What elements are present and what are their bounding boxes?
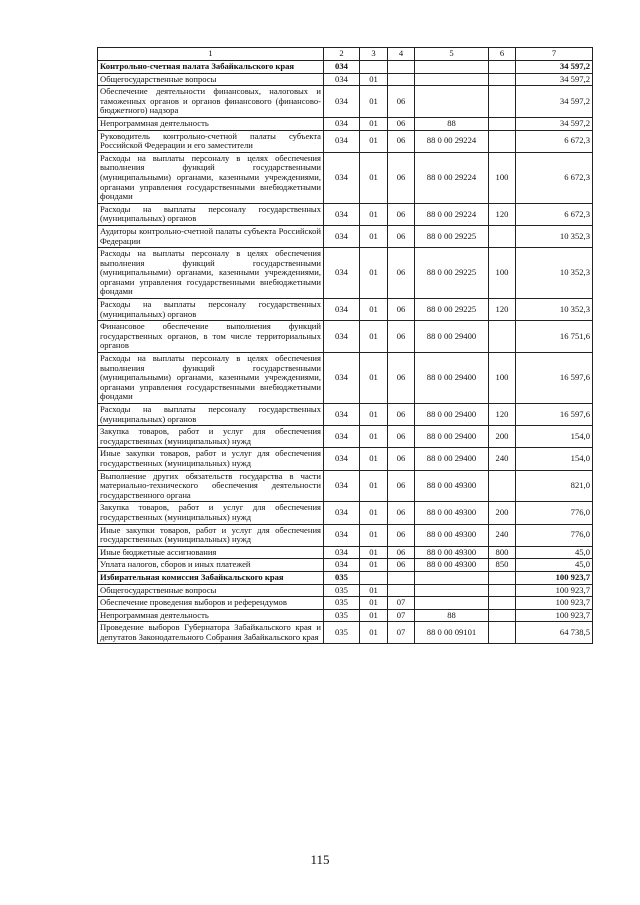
- grbs-code-cell: 035: [324, 609, 360, 622]
- section-code-cell: 01: [360, 248, 388, 299]
- table-row: [98, 73, 593, 86]
- section-code-cell: 01: [360, 152, 388, 203]
- amount-cell: 154,0: [516, 448, 593, 470]
- expense-type-cell: [489, 61, 516, 74]
- subsection-code-cell: [388, 73, 415, 86]
- subsection-code-cell: [388, 584, 415, 597]
- amount-cell: 10 352,3: [516, 248, 593, 299]
- amount-cell: 16 751,6: [516, 321, 593, 353]
- target-article-cell: 88 0 00 49300: [415, 546, 489, 559]
- amount-cell: 64 738,5: [516, 622, 593, 644]
- expense-type-cell: 200: [489, 426, 516, 448]
- grbs-code-cell: 034: [324, 353, 360, 404]
- amount-cell: 10 352,3: [516, 225, 593, 247]
- target-article-cell: 88 0 00 29224: [415, 152, 489, 203]
- expense-type-cell: 100: [489, 248, 516, 299]
- row-name-cell: Расходы на выплаты персоналу в целях обеспечения выполнения функций государственными (муниципальными) органами, казенными учреждениями, органами управления государственными внебюджетными фондами: [98, 152, 324, 203]
- expense-type-cell: 120: [489, 404, 516, 426]
- table-row: [98, 448, 593, 470]
- expense-type-cell: [489, 597, 516, 610]
- table-row: [98, 299, 593, 321]
- amount-cell: 10 352,3: [516, 299, 593, 321]
- expense-type-cell: 850: [489, 559, 516, 572]
- section-code-cell: 01: [360, 448, 388, 470]
- subsection-code-cell: 06: [388, 448, 415, 470]
- amount-cell: 6 672,3: [516, 152, 593, 203]
- table-row: [98, 248, 593, 299]
- target-article-cell: 88 0 00 29400: [415, 404, 489, 426]
- subsection-code-cell: 06: [388, 470, 415, 502]
- subsection-code-cell: 06: [388, 426, 415, 448]
- table-row: [98, 502, 593, 524]
- header-cell: 6: [489, 48, 516, 61]
- subsection-code-cell: 06: [388, 152, 415, 203]
- expense-type-cell: [489, 609, 516, 622]
- target-article-cell: 88 0 00 29225: [415, 248, 489, 299]
- amount-cell: 45,0: [516, 546, 593, 559]
- section-code-cell: 01: [360, 353, 388, 404]
- amount-cell: 34 597,2: [516, 73, 593, 86]
- amount-cell: 100 923,7: [516, 571, 593, 584]
- row-name-cell: Иные бюджетные ассигнования: [98, 546, 324, 559]
- amount-cell: 154,0: [516, 426, 593, 448]
- expense-type-cell: [489, 130, 516, 152]
- budget-table: [97, 47, 593, 644]
- expense-type-cell: [489, 117, 516, 130]
- table-row: [98, 622, 593, 644]
- grbs-code-cell: 034: [324, 86, 360, 118]
- subsection-code-cell: 06: [388, 117, 415, 130]
- amount-cell: 34 597,2: [516, 117, 593, 130]
- expense-type-cell: 240: [489, 448, 516, 470]
- grbs-code-cell: 035: [324, 597, 360, 610]
- amount-cell: 45,0: [516, 559, 593, 572]
- target-article-cell: 88 0 00 29224: [415, 203, 489, 225]
- target-article-cell: 88 0 00 29400: [415, 353, 489, 404]
- target-article-cell: 88 0 00 49300: [415, 559, 489, 572]
- target-article-cell: [415, 86, 489, 118]
- section-code-cell: 01: [360, 597, 388, 610]
- row-name-cell: Проведение выборов Губернатора Забайкальского края и депутатов Законодательного Собрания Забайкальского края: [98, 622, 324, 644]
- subsection-code-cell: 06: [388, 502, 415, 524]
- subsection-code-cell: 07: [388, 609, 415, 622]
- target-article-cell: 88 0 00 29400: [415, 448, 489, 470]
- row-name-cell: Финансовое обеспечение выполнения функций государственных органов, в том числе территориальных органов: [98, 321, 324, 353]
- page-number: 115: [310, 852, 330, 867]
- amount-cell: 100 923,7: [516, 597, 593, 610]
- table-row: [98, 225, 593, 247]
- grbs-code-cell: 034: [324, 203, 360, 225]
- amount-cell: 100 923,7: [516, 609, 593, 622]
- section-code-cell: 01: [360, 404, 388, 426]
- row-name-cell: Общегосударственные вопросы: [98, 584, 324, 597]
- grbs-code-cell: 034: [324, 404, 360, 426]
- header-cell: 2: [324, 48, 360, 61]
- table-row: [98, 546, 593, 559]
- expense-type-cell: 120: [489, 203, 516, 225]
- section-code-cell: 01: [360, 584, 388, 597]
- subsection-code-cell: 06: [388, 524, 415, 546]
- expense-type-cell: 800: [489, 546, 516, 559]
- subsection-code-cell: 06: [388, 225, 415, 247]
- grbs-code-cell: 034: [324, 73, 360, 86]
- row-name-cell: Расходы на выплаты персоналу государственных (муниципальных) органов: [98, 299, 324, 321]
- expense-type-cell: 240: [489, 524, 516, 546]
- subsection-code-cell: 06: [388, 546, 415, 559]
- expense-type-cell: [489, 470, 516, 502]
- row-name-cell: Руководитель контрольно-счетной палаты субъекта Российской Федерации и его заместители: [98, 130, 324, 152]
- section-code-cell: 01: [360, 502, 388, 524]
- row-name-cell: Непрограммная деятельность: [98, 117, 324, 130]
- section-code-cell: 01: [360, 622, 388, 644]
- target-article-cell: [415, 571, 489, 584]
- table-row: [98, 117, 593, 130]
- row-name-cell: Избирательная комиссия Забайкальского края: [98, 571, 324, 584]
- section-code-cell: 01: [360, 203, 388, 225]
- expense-type-cell: [489, 571, 516, 584]
- amount-cell: 100 923,7: [516, 584, 593, 597]
- target-article-cell: 88 0 00 49300: [415, 470, 489, 502]
- grbs-code-cell: 034: [324, 130, 360, 152]
- section-code-cell: 01: [360, 130, 388, 152]
- row-name-cell: Общегосударственные вопросы: [98, 73, 324, 86]
- grbs-code-cell: 034: [324, 321, 360, 353]
- grbs-code-cell: 034: [324, 546, 360, 559]
- grbs-code-cell: 034: [324, 117, 360, 130]
- table-row: [98, 524, 593, 546]
- target-article-cell: 88 0 00 29225: [415, 225, 489, 247]
- section-code-cell: 01: [360, 470, 388, 502]
- header-cell: 4: [388, 48, 415, 61]
- section-code-cell: 01: [360, 524, 388, 546]
- section-code-cell: 01: [360, 321, 388, 353]
- subsection-code-cell: 06: [388, 299, 415, 321]
- row-name-cell: Расходы на выплаты персоналу в целях обеспечения выполнения функций государственными (муниципальными) органами, казенными учреждениями, органами управления государственными внебюджетными фондами: [98, 353, 324, 404]
- grbs-code-cell: 034: [324, 502, 360, 524]
- section-code-cell: 01: [360, 73, 388, 86]
- target-article-cell: [415, 584, 489, 597]
- row-name-cell: Уплата налогов, сборов и иных платежей: [98, 559, 324, 572]
- target-article-cell: 88: [415, 609, 489, 622]
- amount-cell: 34 597,2: [516, 61, 593, 74]
- subsection-code-cell: 06: [388, 321, 415, 353]
- grbs-code-cell: 034: [324, 470, 360, 502]
- section-code-cell: 01: [360, 609, 388, 622]
- target-article-cell: [415, 73, 489, 86]
- amount-cell: 6 672,3: [516, 203, 593, 225]
- subsection-code-cell: 06: [388, 86, 415, 118]
- subsection-code-cell: 06: [388, 404, 415, 426]
- table-row: [98, 584, 593, 597]
- amount-cell: 821,0: [516, 470, 593, 502]
- amount-cell: 34 597,2: [516, 86, 593, 118]
- grbs-code-cell: 034: [324, 225, 360, 247]
- row-name-cell: Выполнение других обязательств государства в части материально-технического обеспечения деятельности государственного органа: [98, 470, 324, 502]
- row-name-cell: Контрольно-счетная палата Забайкальского края: [98, 61, 324, 74]
- row-name-cell: Непрограммная деятельность: [98, 609, 324, 622]
- amount-cell: 6 672,3: [516, 130, 593, 152]
- section-code-cell: 01: [360, 86, 388, 118]
- subsection-code-cell: 06: [388, 248, 415, 299]
- target-article-cell: 88 0 00 09101: [415, 622, 489, 644]
- section-code-cell: 01: [360, 426, 388, 448]
- header-cell: 3: [360, 48, 388, 61]
- table-row: [98, 559, 593, 572]
- grbs-code-cell: 034: [324, 426, 360, 448]
- target-article-cell: 88 0 00 29400: [415, 321, 489, 353]
- section-code-cell: 01: [360, 117, 388, 130]
- subsection-code-cell: 06: [388, 559, 415, 572]
- table-header-row: [98, 48, 593, 61]
- target-article-cell: 88 0 00 29224: [415, 130, 489, 152]
- expense-type-cell: [489, 584, 516, 597]
- table-row: [98, 152, 593, 203]
- target-article-cell: 88: [415, 117, 489, 130]
- grbs-code-cell: 035: [324, 571, 360, 584]
- expense-type-cell: 100: [489, 353, 516, 404]
- expense-type-cell: [489, 86, 516, 118]
- target-article-cell: [415, 597, 489, 610]
- grbs-code-cell: 034: [324, 152, 360, 203]
- row-name-cell: Расходы на выплаты персоналу государственных (муниципальных) органов: [98, 203, 324, 225]
- row-name-cell: Расходы на выплаты персоналу в целях обеспечения выполнения функций государственными (муниципальными) органами, казенными учреждениями, органами управления государственными внебюджетными фондами: [98, 248, 324, 299]
- subsection-code-cell: [388, 61, 415, 74]
- grbs-code-cell: 034: [324, 248, 360, 299]
- expense-type-cell: [489, 225, 516, 247]
- row-name-cell: Аудиторы контрольно-счетной палаты субъекта Российской Федерации: [98, 225, 324, 247]
- table-row: [98, 203, 593, 225]
- table-row: [98, 426, 593, 448]
- section-code-cell: 01: [360, 559, 388, 572]
- table-body: [98, 48, 593, 644]
- expense-type-cell: [489, 73, 516, 86]
- expense-type-cell: 100: [489, 152, 516, 203]
- expense-type-cell: [489, 321, 516, 353]
- row-name-cell: Обеспечение проведения выборов и референдумов: [98, 597, 324, 610]
- grbs-code-cell: 035: [324, 622, 360, 644]
- table-row: [98, 130, 593, 152]
- subsection-code-cell: 07: [388, 622, 415, 644]
- section-code-cell: [360, 61, 388, 74]
- table-row: [98, 597, 593, 610]
- amount-cell: 776,0: [516, 502, 593, 524]
- subsection-code-cell: 06: [388, 130, 415, 152]
- grbs-code-cell: 034: [324, 61, 360, 74]
- target-article-cell: 88 0 00 29225: [415, 299, 489, 321]
- expense-type-cell: 200: [489, 502, 516, 524]
- section-code-cell: 01: [360, 299, 388, 321]
- section-code-cell: 01: [360, 546, 388, 559]
- target-article-cell: 88 0 00 49300: [415, 524, 489, 546]
- target-article-cell: 88 0 00 49300: [415, 502, 489, 524]
- amount-cell: 16 597,6: [516, 404, 593, 426]
- expense-type-cell: [489, 622, 516, 644]
- grbs-code-cell: 034: [324, 524, 360, 546]
- grbs-code-cell: 034: [324, 299, 360, 321]
- row-name-cell: Расходы на выплаты персоналу государственных (муниципальных) органов: [98, 404, 324, 426]
- grbs-code-cell: 035: [324, 584, 360, 597]
- section-code-cell: 01: [360, 225, 388, 247]
- grbs-code-cell: 034: [324, 559, 360, 572]
- table-row: [98, 61, 593, 74]
- table-row: [98, 571, 593, 584]
- subsection-code-cell: [388, 571, 415, 584]
- row-name-cell: Закупка товаров, работ и услуг для обеспечения государственных (муниципальных) нужд: [98, 426, 324, 448]
- header-cell: 7: [516, 48, 593, 61]
- table-row: [98, 404, 593, 426]
- table-row: [98, 321, 593, 353]
- subsection-code-cell: 06: [388, 203, 415, 225]
- row-name-cell: Иные закупки товаров, работ и услуг для обеспечения государственных (муниципальных) нужд: [98, 524, 324, 546]
- target-article-cell: [415, 61, 489, 74]
- header-cell: 5: [415, 48, 489, 61]
- subsection-code-cell: 06: [388, 353, 415, 404]
- row-name-cell: Закупка товаров, работ и услуг для обеспечения государственных (муниципальных) нужд: [98, 502, 324, 524]
- table-row: [98, 470, 593, 502]
- row-name-cell: Иные закупки товаров, работ и услуг для обеспечения государственных (муниципальных) нужд: [98, 448, 324, 470]
- table-row: [98, 609, 593, 622]
- section-code-cell: [360, 571, 388, 584]
- expense-type-cell: 120: [489, 299, 516, 321]
- table-row: [98, 86, 593, 118]
- budget-table-sheet: [97, 47, 592, 644]
- grbs-code-cell: 034: [324, 448, 360, 470]
- table-row: [98, 353, 593, 404]
- amount-cell: 776,0: [516, 524, 593, 546]
- row-name-cell: Обеспечение деятельности финансовых, налоговых и таможенных органов и органов финансового (финансово-бюджетного) надзора: [98, 86, 324, 118]
- amount-cell: 16 597,6: [516, 353, 593, 404]
- header-cell: 1: [98, 48, 324, 61]
- target-article-cell: 88 0 00 29400: [415, 426, 489, 448]
- subsection-code-cell: 07: [388, 597, 415, 610]
